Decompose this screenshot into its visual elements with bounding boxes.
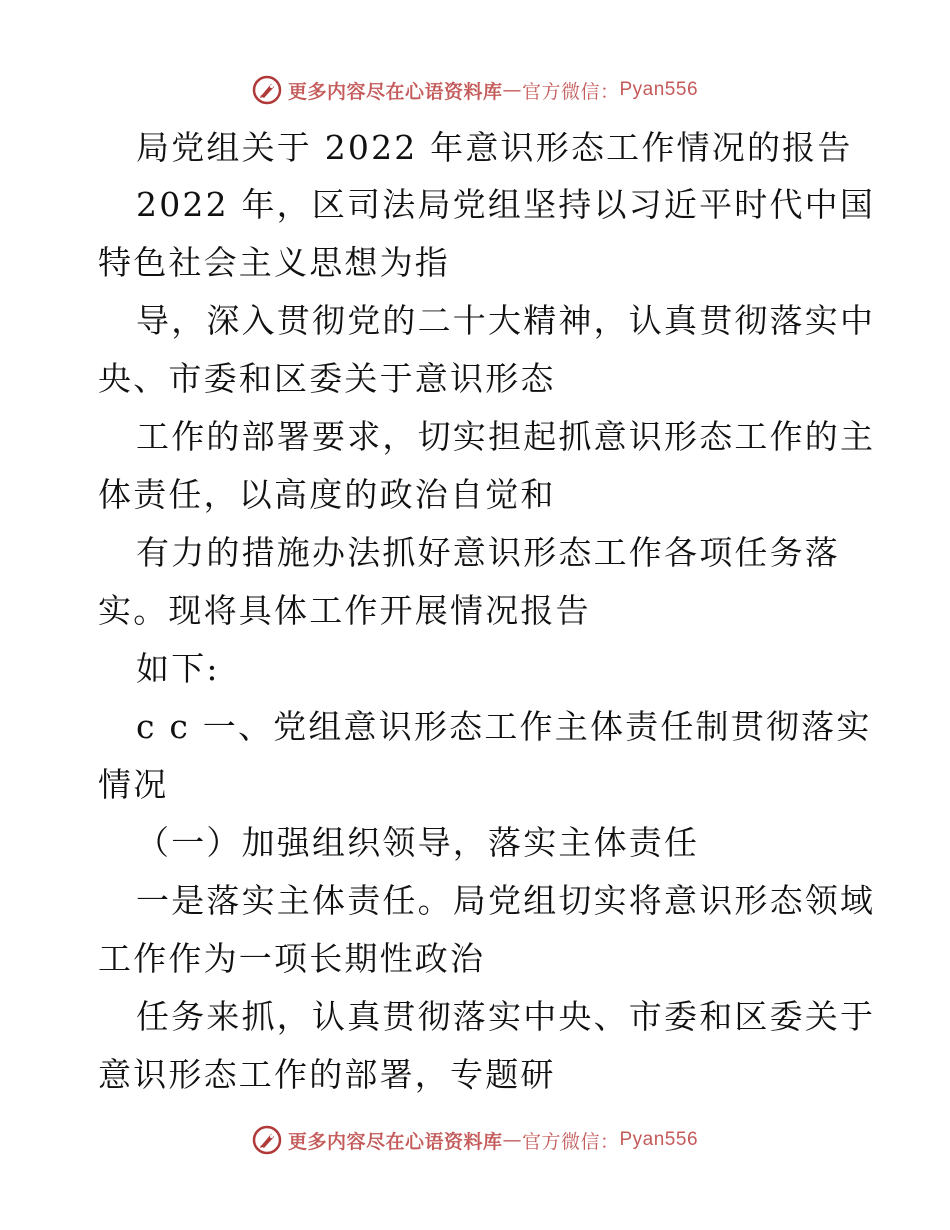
text-line: 导，深入贯彻党的二十大精神，认真贯彻落实中 <box>136 301 876 340</box>
text-line: 工作作为一项长期性政治 <box>98 939 486 978</box>
watermark-footer <box>0 1120 950 1160</box>
text-line: 情况 <box>98 765 169 804</box>
watermark-label: 官方微信： <box>521 1130 620 1153</box>
watermark-brand: 更多内容尽在心语资料库 <box>287 1130 503 1153</box>
watermark-separator: — <box>502 1129 522 1151</box>
text-line: 一是落实主体责任。局党组切实将意识形态领域 <box>136 881 876 920</box>
text-line: 意识形态工作的部署，专题研 <box>98 1055 556 1094</box>
text-line: 特色社会主义思想为指 <box>98 243 450 282</box>
text-line: 体责任，以高度的政治自觉和 <box>98 475 556 514</box>
text-line: 实。现将具体工作开展情况报告 <box>98 591 591 630</box>
watermark-id: Pyan556 <box>619 1129 699 1150</box>
watermark-label: 官方微信： <box>521 80 620 103</box>
text-line: 有力的措施办法抓好意识形态工作各项任务落 <box>136 533 840 572</box>
text-line: 央、市委和区委关于意识形态 <box>98 359 556 398</box>
watermark-separator: — <box>502 79 522 101</box>
pen-nib-logo-icon <box>252 1125 282 1155</box>
text-line: 任务来抓，认真贯彻落实中央、市委和区委关于 <box>136 997 876 1036</box>
section-heading: c c 一、党组意识形态工作主体责任制贯彻落实 <box>136 707 872 746</box>
watermark-id: Pyan556 <box>619 79 699 100</box>
pen-nib-logo-icon <box>252 75 282 105</box>
subsection-heading: （一）加强组织领导，落实主体责任 <box>136 823 700 862</box>
text-line: 如下: <box>136 649 220 688</box>
watermark-header <box>0 70 950 110</box>
document-title: 局党组关于 2022 年意识形态工作情况的报告 <box>136 128 853 167</box>
text-line: 2022 年，区司法局党组坚持以习近平时代中国 <box>136 185 876 224</box>
watermark-brand: 更多内容尽在心语资料库 <box>287 80 503 103</box>
text-line: 工作的部署要求，切实担起抓意识形态工作的主 <box>136 417 876 456</box>
